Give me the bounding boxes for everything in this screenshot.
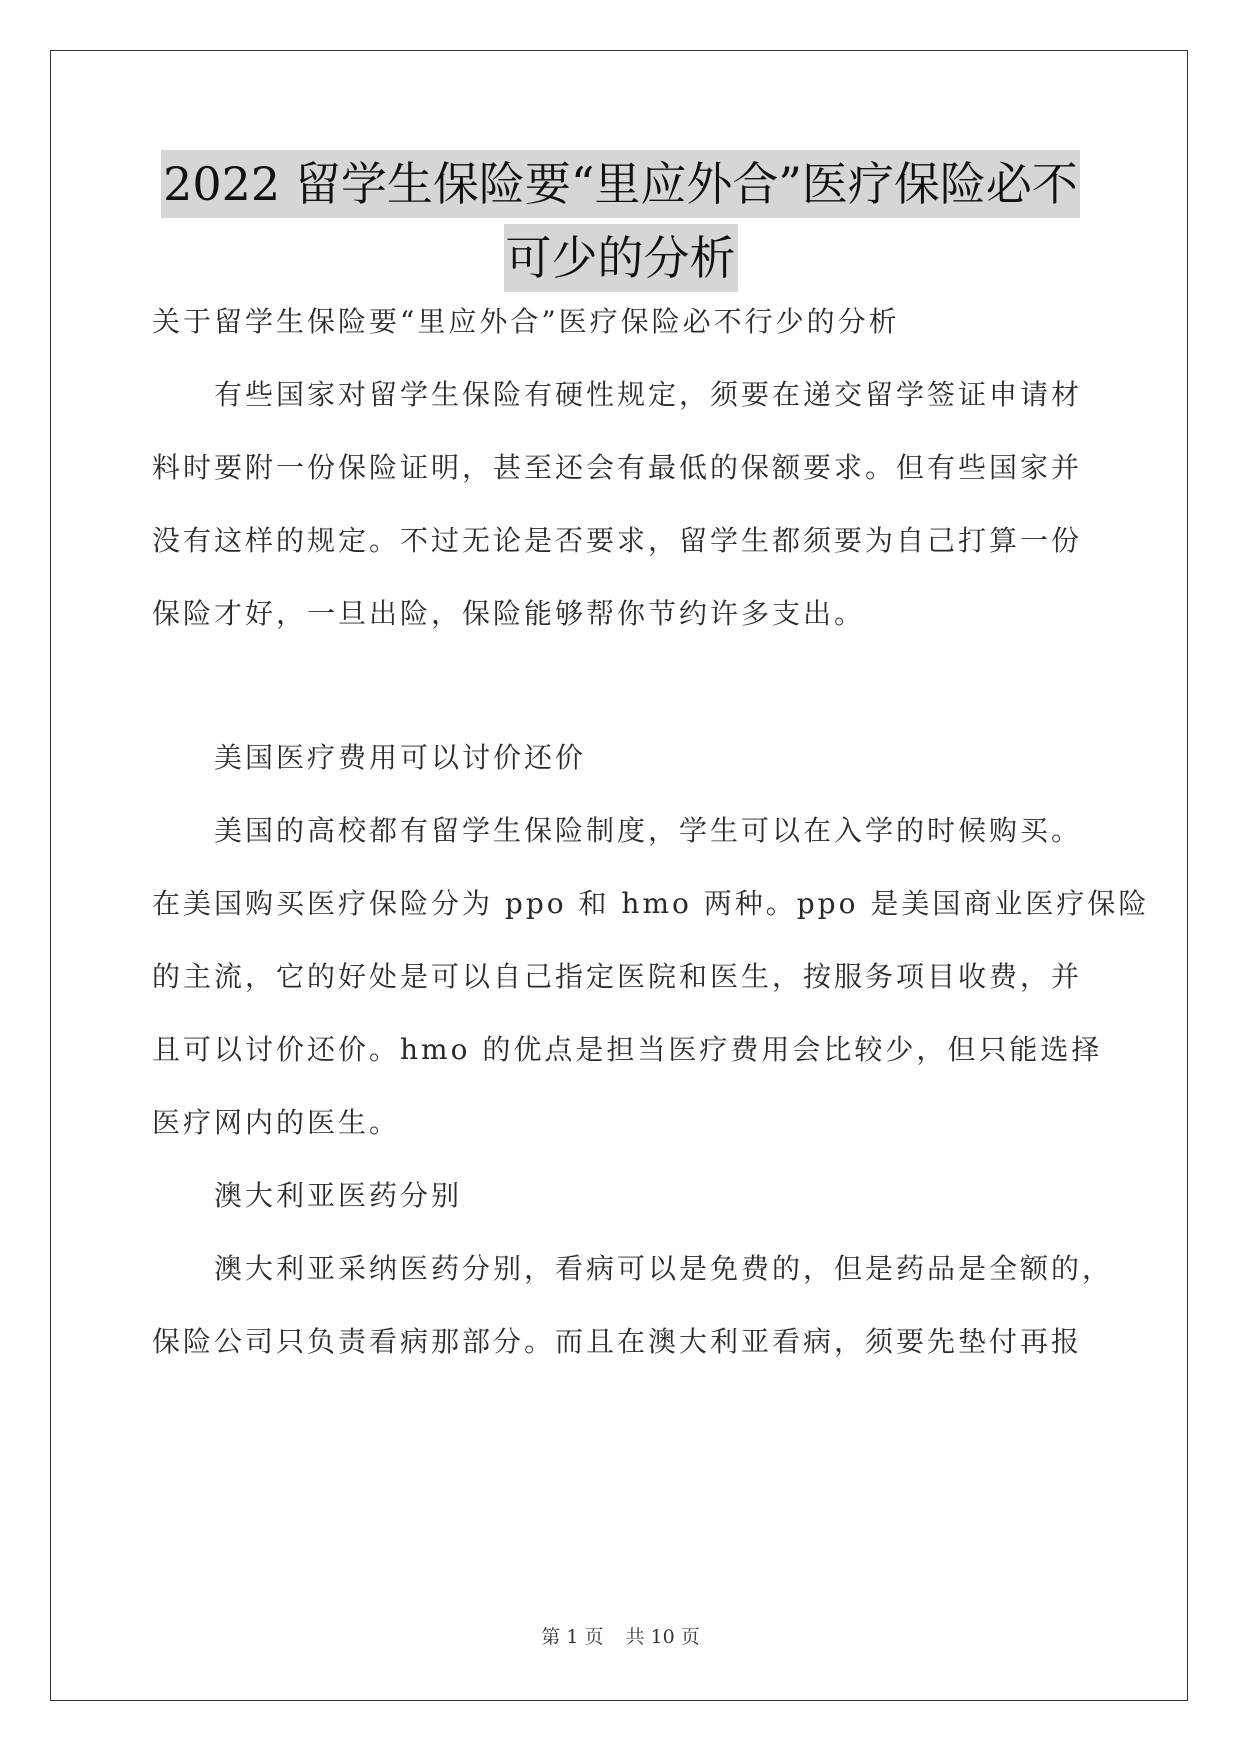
page-footer: [0, 1622, 1241, 1649]
body-line: 料时要附一份保险证明，甚至还会有最低的保额要求。但有些国家并: [152, 451, 1083, 484]
section-heading: 美国医疗费用可以讨价还价: [152, 741, 587, 774]
body-line: 医疗网内的医生。: [152, 1106, 401, 1139]
page-number: 第 1 页: [541, 1626, 604, 1648]
body-line: 的主流，它的好处是可以自己指定医院和医生，按服务项目收费，并: [152, 960, 1083, 993]
body-line: 没有这样的规定。不过无论是否要求，留学生都须要为自己打算一份: [152, 524, 1083, 557]
body-line: 美国的高校都有留学生保险制度，学生可以在入学的时候购买。: [152, 814, 1083, 847]
body-line: 有些国家对留学生保险有硬性规定，须要在递交留学签证申请材: [152, 378, 1083, 411]
body-line: 澳大利亚采纳医药分别，看病可以是免费的，但是药品是全额的，: [152, 1252, 1114, 1285]
title-line-2: 可少的分析: [504, 224, 738, 292]
document-title: [0, 150, 1241, 292]
body-line: 且可以讨价还价。hmo 的优点是担当医疗费用会比较少，但只能选择: [152, 1033, 1103, 1066]
body-line: 在美国购买医疗保险分为 ppo 和 hmo 两种。ppo 是美国商业医疗保险: [152, 887, 1150, 920]
body-line: 保险公司只负责看病那部分。而且在澳大利亚看病，须要先垫付再报: [152, 1325, 1083, 1358]
page-total: 共 10 页: [625, 1626, 700, 1648]
body-line: 关于留学生保险要“里应外合”医疗保险必不行少的分析: [152, 305, 900, 338]
page-border: [50, 50, 1188, 1701]
section-heading: 澳大利亚医药分别: [152, 1179, 463, 1212]
title-line-1: 2022 留学生保险要“里应外合”医疗保险必不: [161, 150, 1080, 218]
body-line: 保险才好，一旦出险，保险能够帮你节约许多支出。: [152, 597, 866, 630]
